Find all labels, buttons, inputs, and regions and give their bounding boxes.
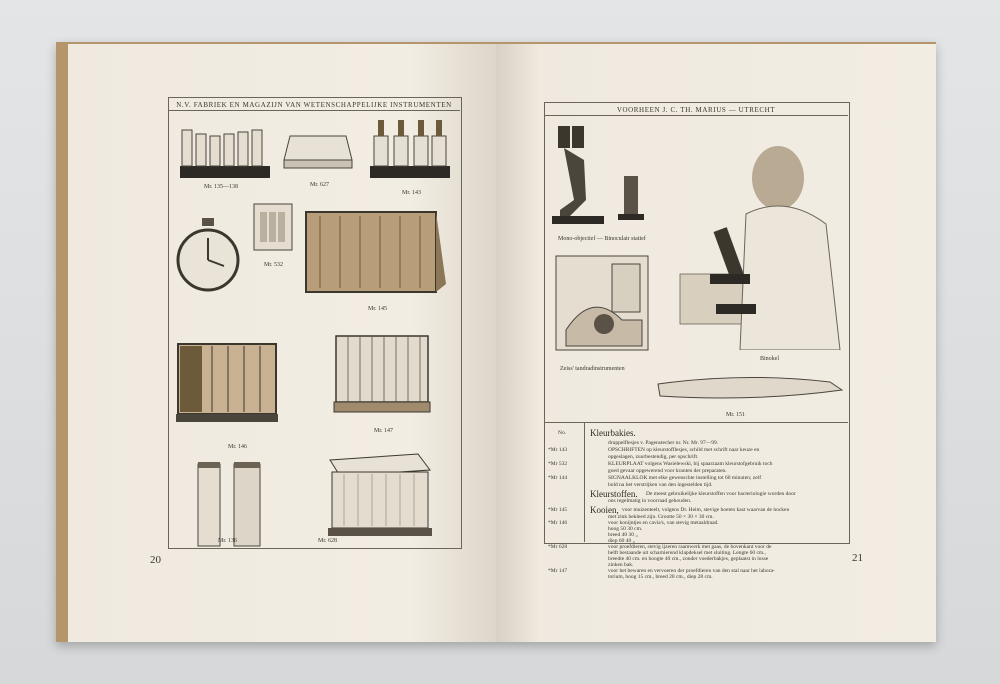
- caption-143: Mr. 143: [402, 190, 422, 196]
- left-header-rule: [168, 110, 460, 111]
- rabbit-cage-illustration: [172, 336, 282, 434]
- staining-jars-illustration: [176, 124, 272, 182]
- row-text: helft bestaande uit scharnierend klapdeksel met sluiting. Lengte 60 cm.,: [608, 550, 766, 556]
- caption-tandrad: Zeiss' tandradinstrumenten: [560, 366, 625, 372]
- right-page-number: 21: [852, 552, 863, 564]
- row-text: zinken bak.: [608, 562, 634, 568]
- section-kleurstoffen: Kleurstoffen.: [590, 489, 638, 499]
- mouse-cage-illustration: [300, 204, 450, 300]
- table-top-rule: [544, 422, 848, 423]
- caption-135-138: Mr. 135—138: [204, 184, 239, 190]
- caption-136: Mr. 136: [218, 538, 238, 544]
- tandrad-illustration: [552, 250, 652, 358]
- dropper-bottles-illustration: [368, 114, 452, 186]
- row-no: *Mr 145: [548, 507, 568, 513]
- blade-illustration: [654, 370, 844, 406]
- left-page: [68, 44, 496, 642]
- row-no: *Mr 143: [548, 447, 568, 453]
- row-text: SIGNAALKLOK met elke gewenschte instelling tot 60 minuten; zelf: [608, 475, 762, 481]
- right-page: [496, 44, 936, 642]
- row-no: *Mr 532: [548, 461, 568, 467]
- microscopes-illustration: [550, 120, 660, 230]
- column-header-no: No.: [558, 430, 567, 436]
- left-page-number: 20: [150, 554, 161, 566]
- row-no: *Mr 628: [548, 544, 568, 550]
- right-header: VOORHEEN J. C. TH. MARIUS — UTRECHT: [616, 106, 776, 114]
- glass-dish-illustration: [280, 128, 356, 176]
- section-kleurbakies: Kleurbakies.: [590, 428, 636, 438]
- row-text: met zink bekleed zijn. Grootte 50 × 30 × 30 cm.: [608, 514, 714, 520]
- colour-plate-illustration: [252, 202, 294, 252]
- row-text: hoog 50 30 cm.: [608, 526, 643, 532]
- row-no: *Mr 144: [548, 475, 568, 481]
- row-text: OPSCHRIFTEN op kleurstofflesjes, schild met schrift naar keuze en: [608, 447, 760, 453]
- row-text: voor het bewaren en vervoeren der proefdieren van den stal naar het labora-: [608, 568, 775, 574]
- caption-microscopes: Mono-objectief — Binoculair statief: [558, 236, 646, 242]
- row-text: breedte 40 cm. en hoogte 40 cm., zonder voederbakjes, geplaatst in losse: [608, 556, 769, 562]
- row-text: KLEURPLAAT volgens Wasielewski, bij spaarzaam kleurstofgebruik toch: [608, 461, 773, 467]
- caption-scientist: Binokel: [760, 356, 779, 362]
- signal-clock-illustration: [174, 216, 242, 296]
- caption-627: Mr. 627: [310, 182, 330, 188]
- row-text: breed 40 30 „: [608, 532, 638, 538]
- row-text: ons regelmatig in voorraad gehouden.: [608, 498, 692, 504]
- caption-147: Mr. 147: [374, 428, 394, 434]
- caption-146: Mr. 146: [228, 444, 248, 450]
- right-header-rule: [544, 115, 848, 116]
- row-text: druppelflesjes v. Pagenstecher nr. Nr. Mr. 97—99.: [608, 440, 719, 446]
- row-text: voor muizenteelt, volgens Dr. Heim, stevige hoeten kast waarvan de hocken: [622, 507, 790, 513]
- wire-cage-illustration: [330, 322, 434, 418]
- left-header: N.V. FABRIEK EN MAGAZIJN VAN WETENSCHAPPELIJKE INSTRUMENTEN: [176, 101, 452, 109]
- row-text: torium, hoog 15 cm., breed 28 cm., diep 28 cm.: [608, 574, 713, 580]
- caption-145: Mr. 145: [368, 306, 388, 312]
- scientist-microscope-illustration: [676, 124, 842, 350]
- row-text: diep 60 40 „: [608, 538, 636, 544]
- table-column-rule: [584, 422, 585, 542]
- section-kooien: Kooien,: [590, 505, 619, 515]
- row-text: De meest gebruikelijke kleurstoffen voor bacteriologie worden door: [646, 491, 796, 497]
- caption-532: Mr. 532: [264, 262, 284, 268]
- caption-628: Mr. 628: [318, 538, 338, 544]
- row-no: *Mr 146: [548, 520, 568, 526]
- row-text: voor konijntjes en cavia's, van stevig metaaldraad.: [608, 520, 719, 526]
- caption-blade: Mr. 151: [726, 412, 746, 418]
- row-text: hold na het verstrijken van den ingestelden tijd.: [608, 482, 713, 488]
- row-text: opgeslagen, zuurbestendig, per opschrift.: [608, 454, 699, 460]
- animal-box-illustration: [318, 448, 438, 540]
- row-text: goed gevaar opgewerend voor kranten der preparaten.: [608, 468, 727, 474]
- row-text: voor proefdieren, stevig ijzeren raamwerk met gaas, de bovenkant voor de: [608, 544, 772, 550]
- row-no: *Mr 147: [548, 568, 568, 574]
